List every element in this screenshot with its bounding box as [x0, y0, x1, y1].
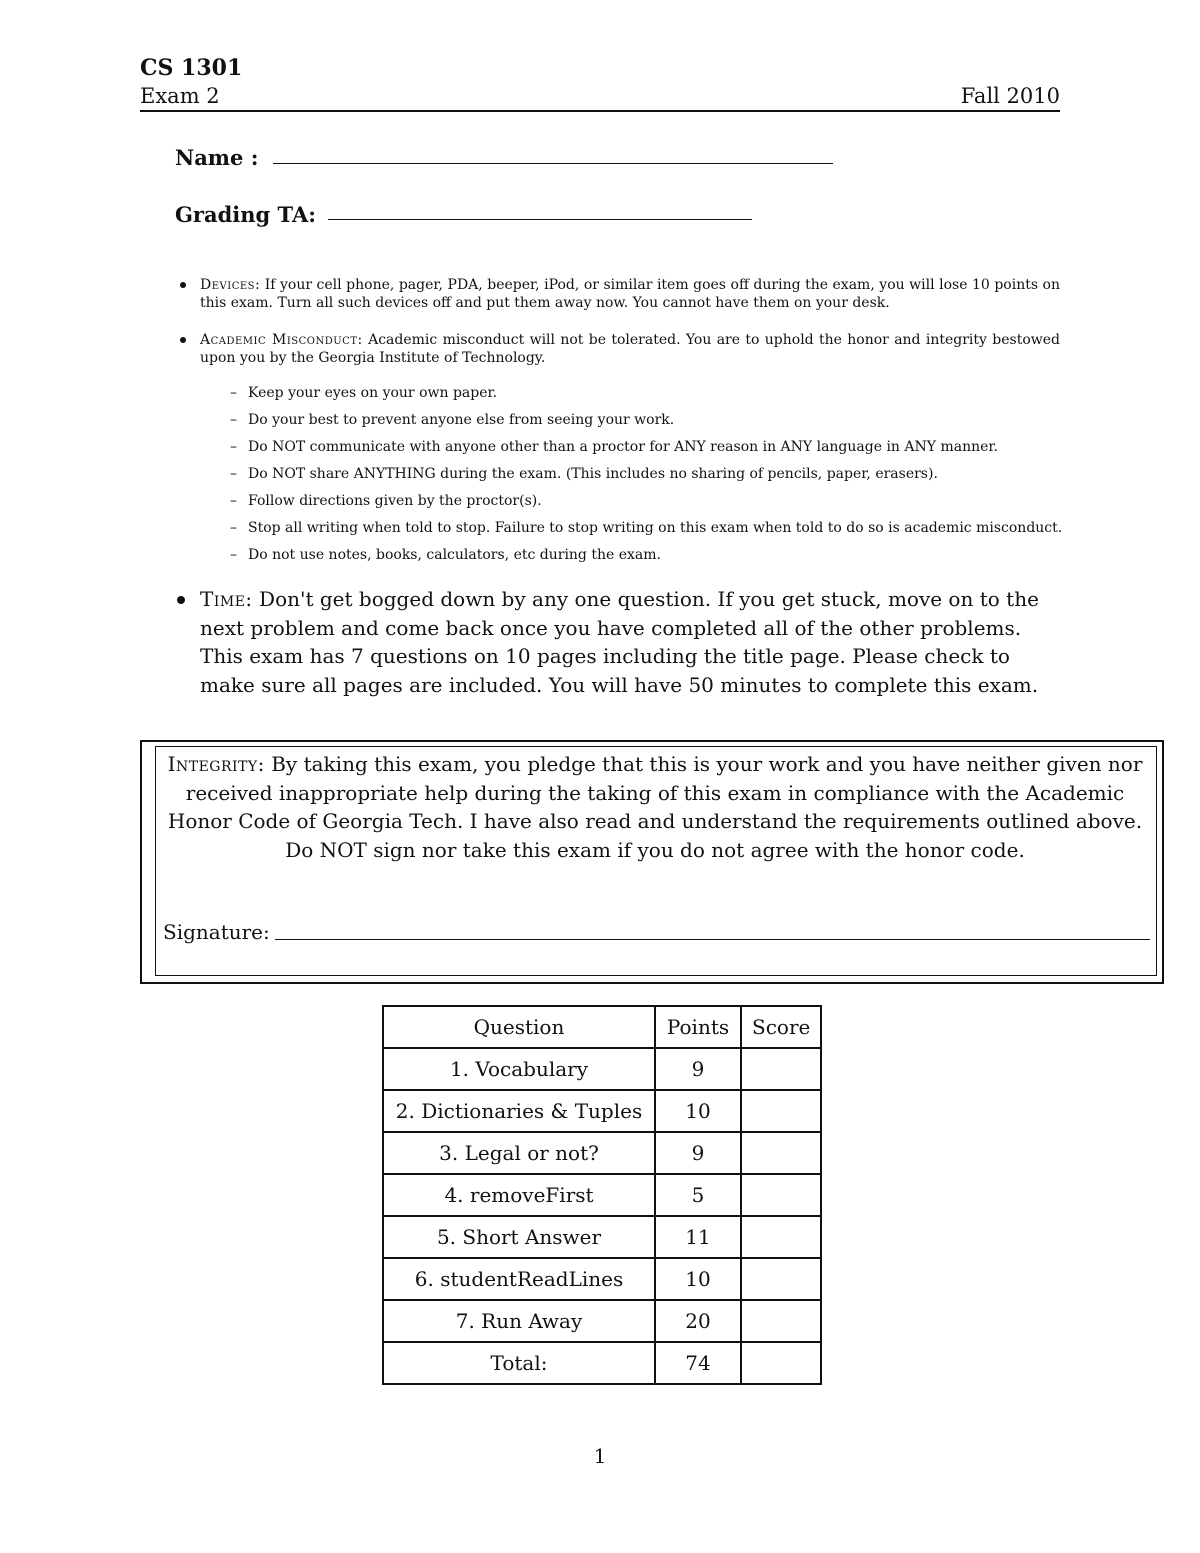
points-cell: 11 [655, 1216, 741, 1258]
score-table [382, 1005, 822, 1385]
signature-label: Signature: [163, 920, 270, 944]
integrity-statement [160, 750, 1150, 864]
integrity-text: By taking this exam, you pledge that this is your work and you have neither given nor received inappropriate help during the taking of this exam in compliance with the Academic Honor Code of Georgia Tech. I have also read and understand the requirements outlined above. Do NOT sign nor take this exam if you do not agree with the honor code. [167, 752, 1143, 862]
table-row [383, 1300, 821, 1342]
points-cell: 10 [655, 1258, 741, 1300]
course-title: CS 1301 [140, 55, 243, 81]
question-cell: 1. Vocabulary [383, 1048, 655, 1090]
question-cell: 5. Short Answer [383, 1216, 655, 1258]
table-row [383, 1132, 821, 1174]
dash-icon: – [230, 520, 237, 536]
dash-icon: – [230, 412, 237, 428]
time-text: Don't get bogged down by any one question. If you get stuck, move on to the next problem and come back once you have completed all of the other problems. This exam has 7 questions on 10 pages including the title page. Please check to make sure all pages are included. You will have 50 minutes to complete this exam. [200, 587, 1039, 697]
name-input-line[interactable] [273, 163, 833, 164]
score-cell[interactable] [741, 1132, 821, 1174]
score-cell[interactable] [741, 1300, 821, 1342]
name-label: Name : [175, 145, 259, 170]
devices-text: If your cell phone, pager, PDA, beeper, iPod, or similar item goes off during the exam, you will lose 10 points on this exam. Turn all such devices off and put them away now. You cannot have them on your desk. [200, 277, 1061, 311]
question-cell: 3. Legal or not? [383, 1132, 655, 1174]
score-cell[interactable] [741, 1258, 821, 1300]
table-row [383, 1048, 821, 1090]
total-label-cell: Total: [383, 1342, 655, 1384]
points-cell: 9 [655, 1048, 741, 1090]
points-cell: 9 [655, 1132, 741, 1174]
header-score: Score [741, 1006, 821, 1048]
table-row [383, 1258, 821, 1300]
score-cell[interactable] [741, 1216, 821, 1258]
total-score-cell[interactable] [741, 1342, 821, 1384]
table-row [383, 1174, 821, 1216]
dash-icon: – [230, 439, 237, 455]
bullet-icon [180, 282, 186, 288]
page-number: 1 [593, 1444, 607, 1468]
misconduct-text: Academic misconduct will not be tolerated. You are to uphold the honor and integrity bestowed upon you by the Georgia Institute of Technology. [200, 332, 1061, 366]
table-total-row [383, 1342, 821, 1384]
table-row [383, 1216, 821, 1258]
misconduct-title: Academic Misconduct: [200, 332, 363, 348]
exam-term: Fall 2010 [960, 84, 1060, 108]
question-cell: 7. Run Away [383, 1300, 655, 1342]
grading-ta-input-line[interactable] [328, 219, 752, 220]
devices-title: Devices: [200, 277, 261, 293]
points-cell: 20 [655, 1300, 741, 1342]
header-question: Question [383, 1006, 655, 1048]
bullet-icon [180, 337, 186, 343]
header-points: Points [655, 1006, 741, 1048]
total-points-cell: 74 [655, 1342, 741, 1384]
dash-icon: – [230, 493, 237, 509]
score-cell[interactable] [741, 1048, 821, 1090]
dash-icon: – [230, 466, 237, 482]
question-cell: 2. Dictionaries & Tuples [383, 1090, 655, 1132]
signature-input-line[interactable] [275, 939, 1150, 940]
dash-icon: – [230, 547, 237, 563]
question-cell: 4. removeFirst [383, 1174, 655, 1216]
score-cell[interactable] [741, 1174, 821, 1216]
header-divider [140, 110, 1060, 112]
table-row [383, 1090, 821, 1132]
time-title: Time: [200, 587, 253, 611]
points-cell: 5 [655, 1174, 741, 1216]
question-cell: 6. studentReadLines [383, 1258, 655, 1300]
integrity-title: Integrity: [167, 752, 265, 776]
exam-title: Exam 2 [140, 84, 220, 108]
score-cell[interactable] [741, 1090, 821, 1132]
bullet-icon [177, 596, 185, 604]
dash-icon: – [230, 385, 237, 401]
table-header-row [383, 1006, 821, 1048]
grading-ta-label: Grading TA: [175, 202, 317, 227]
points-cell: 10 [655, 1090, 741, 1132]
